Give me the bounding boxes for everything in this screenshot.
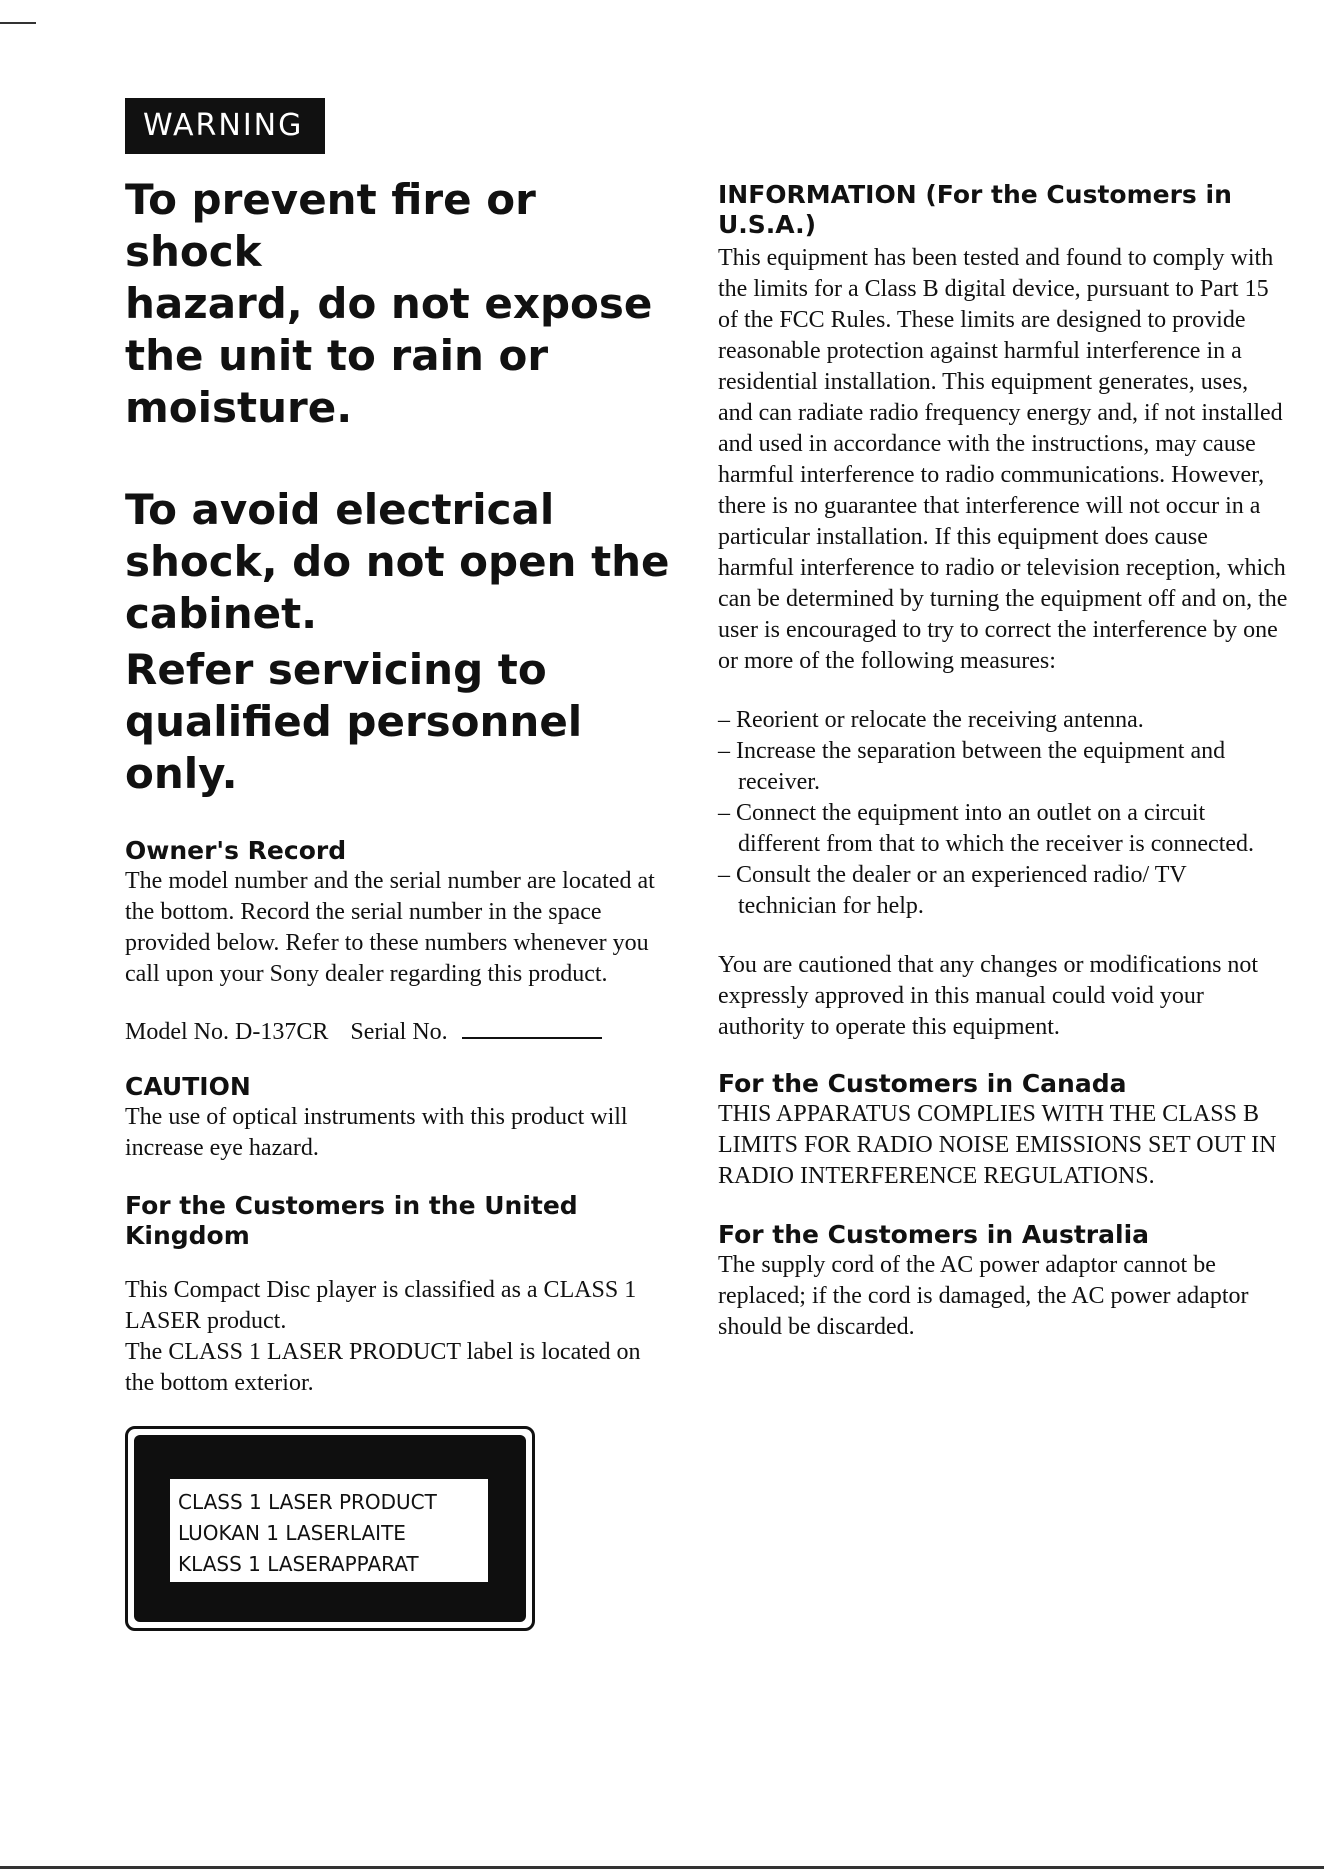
laser-label-text [170,1479,488,1582]
warning-line: hazard, do not expose [125,279,653,328]
right-column [718,180,1288,1343]
list-item: – Increase the separation between the equipment and receiver. [718,738,1226,795]
laser-label-line: KLASS 1 LASERAPPARAT [178,1552,419,1576]
scan-mark [0,1866,1324,1869]
warning-line: shock, do not open the [125,537,670,586]
laser-label-line: CLASS 1 LASER PRODUCT [178,1490,437,1514]
canada-text: THIS APPARATUS COMPLIES WITH THE CLASS B LIMITS FOR RADIO NOISE EMISSIONS SET OUT IN RADIO INTERFERENCE REGULATIONS. [718,1101,1277,1189]
laser-label-illustration [125,1426,535,1631]
caution-heading: CAUTION [125,1072,251,1101]
uk-label-location: The CLASS 1 LASER PRODUCT label is located on the bottom exterior. [125,1339,641,1396]
warning-line: qualified personnel [125,697,583,746]
owners-record-heading: Owner's Record [125,836,347,865]
warning-line: the unit to rain or [125,331,549,380]
laser-label-line: LUOKAN 1 LASERLAITE [178,1521,406,1545]
warning-line: only. [125,749,238,798]
warning-line: To avoid electrical [125,485,555,534]
list-item: – Consult the dealer or an experienced radio/ TV technician for help. [718,862,1187,919]
list-item: – Reorient or relocate the receiving antenna. [718,707,1144,733]
caution-text: The use of optical instruments with this product will increase eye hazard. [125,1104,628,1161]
modifications-caution: You are cautioned that any changes or modifications not expressly approved in this manual could void your authority to operate this equipment. [718,952,1259,1040]
uk-heading: For the Customers in the United Kingdom [125,1191,578,1250]
model-number: Model No. D-137CR [125,1019,329,1045]
warning-line: cabinet. [125,589,318,638]
australia-heading: For the Customers in Australia [718,1220,1150,1249]
warning-line: Refer servicing to [125,645,547,694]
warning-block-3 [125,644,670,800]
serial-blank [462,1017,602,1039]
list-item: – Connect the equipment into an outlet on a circuit different from that to which the receiver is connected. [718,800,1255,857]
serial-label: Serial No. [350,1019,448,1045]
scan-mark [0,22,36,24]
measures-list [718,705,1288,922]
warning-badge: WARNING [125,98,325,154]
fcc-statement: This equipment has been tested and found to comply with the limits for a Class B digital device, pursuant to Part 15 of the FCC Rules. These limits are designed to provide reasonable protection against harmful interference in a residential installation. This equipment generates, uses, and can radiate radio frequency energy and, if not installed and used in accordance with the instructions, may cause harmful interference to radio communications. However, there is no guarantee that interference will not occur in a particular installation. If this equipment does cause harmful interference to radio or television reception, which can be determined by turning the equipment off and on, the user is encouraged to try to correct the interference by one or more of the following measures: [718,245,1288,674]
owners-record-text: The model number and the serial number are located at the bottom. Record the serial number in the space provided below. Refer to these numbers whenever you call upon your Sony dealer regarding this product. [125,868,655,987]
left-column [125,98,670,1631]
canada-heading: For the Customers in Canada [718,1069,1127,1098]
laser-label-frame [134,1435,526,1622]
warning-line: To prevent fire or shock [125,175,536,276]
information-heading: INFORMATION (For the Customers in U.S.A.) [718,180,1232,239]
warning-block-1 [125,174,670,434]
uk-text: This Compact Disc player is classified as a CLASS 1 LASER product. [125,1277,637,1334]
warning-block-2 [125,484,670,640]
model-serial-line [125,1017,670,1048]
warning-line: moisture. [125,383,353,432]
australia-text: The supply cord of the AC power adaptor cannot be replaced; if the cord is damaged, the AC power adaptor should be discarded. [718,1252,1249,1340]
